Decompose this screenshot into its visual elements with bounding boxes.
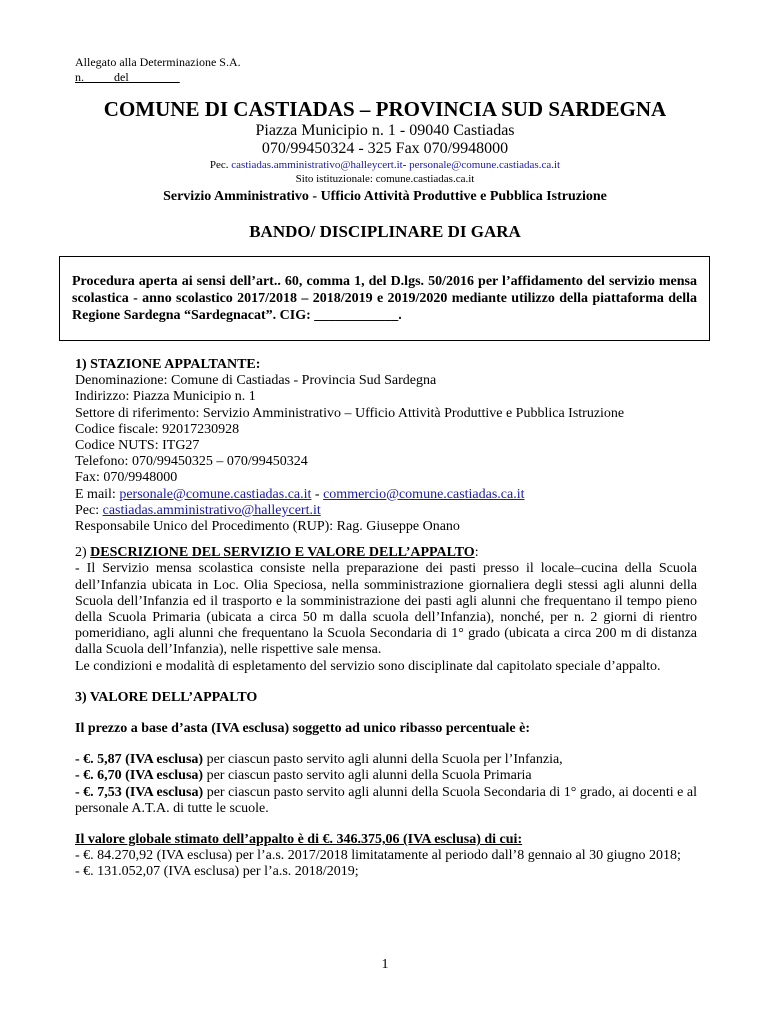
price-item — [75, 768, 697, 784]
header-pec-line — [0, 158, 770, 172]
header-pec-prefix: Pec. — [209, 159, 232, 171]
section2-para-2: Le condizioni e modalità di espletamento del servizio sono disciplinate dal capitolato speciale d’appalto. — [75, 658, 661, 674]
email-link-commercio[interactable]: commercio@comune.castiadas.ca.it — [323, 486, 525, 502]
header-pec-sep: - — [402, 159, 410, 171]
header-address: Piazza Municipio n. 1 - 09040 Castiadas — [255, 122, 515, 139]
price-amount: - €. 6,70 (IVA esclusa) — [75, 768, 204, 784]
section1-line: Indirizzo: Piazza Municipio n. 1 — [75, 389, 256, 405]
section2-heading — [75, 545, 697, 561]
procedure-box — [59, 256, 710, 341]
section3-heading: 3) VALORE DELL’APPALTO — [75, 689, 258, 705]
price-amount: - €. 7,53 (IVA esclusa) — [75, 784, 204, 800]
section1-line: Settore di riferimento: Servizio Amministrativo – Ufficio Attività Produttive e Pubblica Istruzione — [75, 405, 625, 421]
price-desc: per ciascun pasto servito agli alunni della Scuola Secondaria di 1° grado, ai docenti e al personale A.T.A. di tutte le scuole. — [75, 784, 698, 816]
pec-link[interactable]: castiadas.amministrativo@halleycert.it — [102, 502, 321, 518]
header-phone: 070/99450324 - 325 Fax 070/9948000 — [261, 140, 509, 157]
page-number: 1 — [381, 957, 389, 972]
section1-email-line — [75, 487, 697, 503]
price-item — [75, 752, 697, 768]
header-service: Servizio Amministrativo - Ufficio Attività Produttive e Pubblica Istruzione — [163, 189, 607, 204]
section2-heading-text: DESCRIZIONE DEL SERVIZIO E VALORE DELL’APPALTO — [90, 545, 475, 561]
value-item: - €. 131.052,07 (IVA esclusa) per l’a.s. 2018/2019; — [75, 864, 359, 880]
header-pec-link-1[interactable]: castiadas.amministrativo@halleycert.it — [231, 159, 403, 171]
section2-heading-colon: : — [474, 545, 479, 561]
section1-line: Codice fiscale: 92017230928 — [75, 421, 240, 437]
price-item — [75, 785, 697, 817]
header-pec-site — [0, 158, 770, 186]
section3-base-price: Il prezzo a base d’asta (IVA esclusa) soggetto ad unico ribasso percentuale è: — [75, 721, 530, 737]
page-title: COMUNE DI CASTIADAS – PROVINCIA SUD SARDEGNA — [103, 97, 667, 121]
procedure-text: Procedura aperta ai sensi dell’art.. 60, comma 1, del D.lgs. 50/2016 per l’affidamento del servizio mensa scolastica - anno scolastico 2017/2018 – 2018/2019 e 2019/2020 mediante utilizzo della piattaforma della Regione Sardegna “Sardegnacat”. CIG: ____________. — [72, 274, 697, 323]
section1-pec-line — [75, 503, 697, 519]
section1-heading: 1) STAZIONE APPALTANTE: — [75, 357, 261, 372]
section1-line: Telefono: 070/99450325 – 070/99450324 — [75, 454, 308, 470]
price-desc: per ciascun pasto servito agli alunni della Scuola per l’Infanzia, — [203, 752, 563, 768]
email-label: E mail: — [75, 486, 120, 502]
section2-para-1: - Il Servizio mensa scolastica consiste nella preparazione dei pasti presso il locale–cucina della Scuola dell’Infanzia ubicata in Loc. Olia Speciosa, nella somministrazione giornaliera degli stessi agli alunni della Scuola dell’Infanzia ed il trasporto e la somministrazione dei pasti agli alunni che frequentano il tempo pieno della Scuola Primaria (ubicata a circa 50 m dalla scuola dell’Infanzia), nonché, per n. 2 giorni di rientro pomeridiano, agli alunni che frequentano la Scuola Secondaria di 1° grado (ubicata a circa 200 m di distanza dalla Scuola dell’Infanzia), nelle rispettive sale mensa. — [75, 561, 697, 658]
header-site: Sito istituzionale: comune.castiadas.ca.it — [295, 173, 475, 185]
price-amount: - €. 5,87 (IVA esclusa) — [75, 752, 204, 768]
header-contacts — [0, 122, 770, 158]
document-body — [75, 357, 697, 881]
allegato-line-2: n._____del ________ — [75, 70, 180, 84]
price-desc: per ciascun pasto servito agli alunni della Scuola Primaria — [203, 768, 532, 784]
value-item: - €. 84.270,92 (IVA esclusa) per l’a.s. 2017/2018 limitatamente al periodo dall’8 gennaio al 30 giugno 2018; — [75, 848, 681, 864]
section1-line: Denominazione: Comune di Castiadas - Provincia Sud Sardegna — [75, 373, 437, 389]
section2-heading-num: 2) — [75, 545, 91, 561]
section1-rup: Responsabile Unico del Procedimento (RUP): Rag. Giuseppe Onano — [75, 519, 460, 535]
header-pec-link-2[interactable]: personale@comune.castiadas.ca.it — [409, 159, 561, 171]
section1-line: Fax: 070/9948000 — [75, 470, 178, 486]
email-sep: - — [311, 486, 324, 502]
allegato-line-1: Allegato alla Determinazione S.A. — [75, 55, 241, 69]
bando-title: BANDO/ DISCIPLINARE DI GARA — [249, 222, 521, 241]
global-value: Il valore globale stimato dell’appalto è di €. 346.375,06 (IVA esclusa) di cui: — [75, 832, 523, 848]
section1-line: Codice NUTS: ITG27 — [75, 438, 200, 454]
pec-label: Pec: — [75, 502, 103, 518]
allegato-note — [75, 55, 241, 85]
email-link-personale[interactable]: personale@comune.castiadas.ca.it — [119, 486, 312, 502]
